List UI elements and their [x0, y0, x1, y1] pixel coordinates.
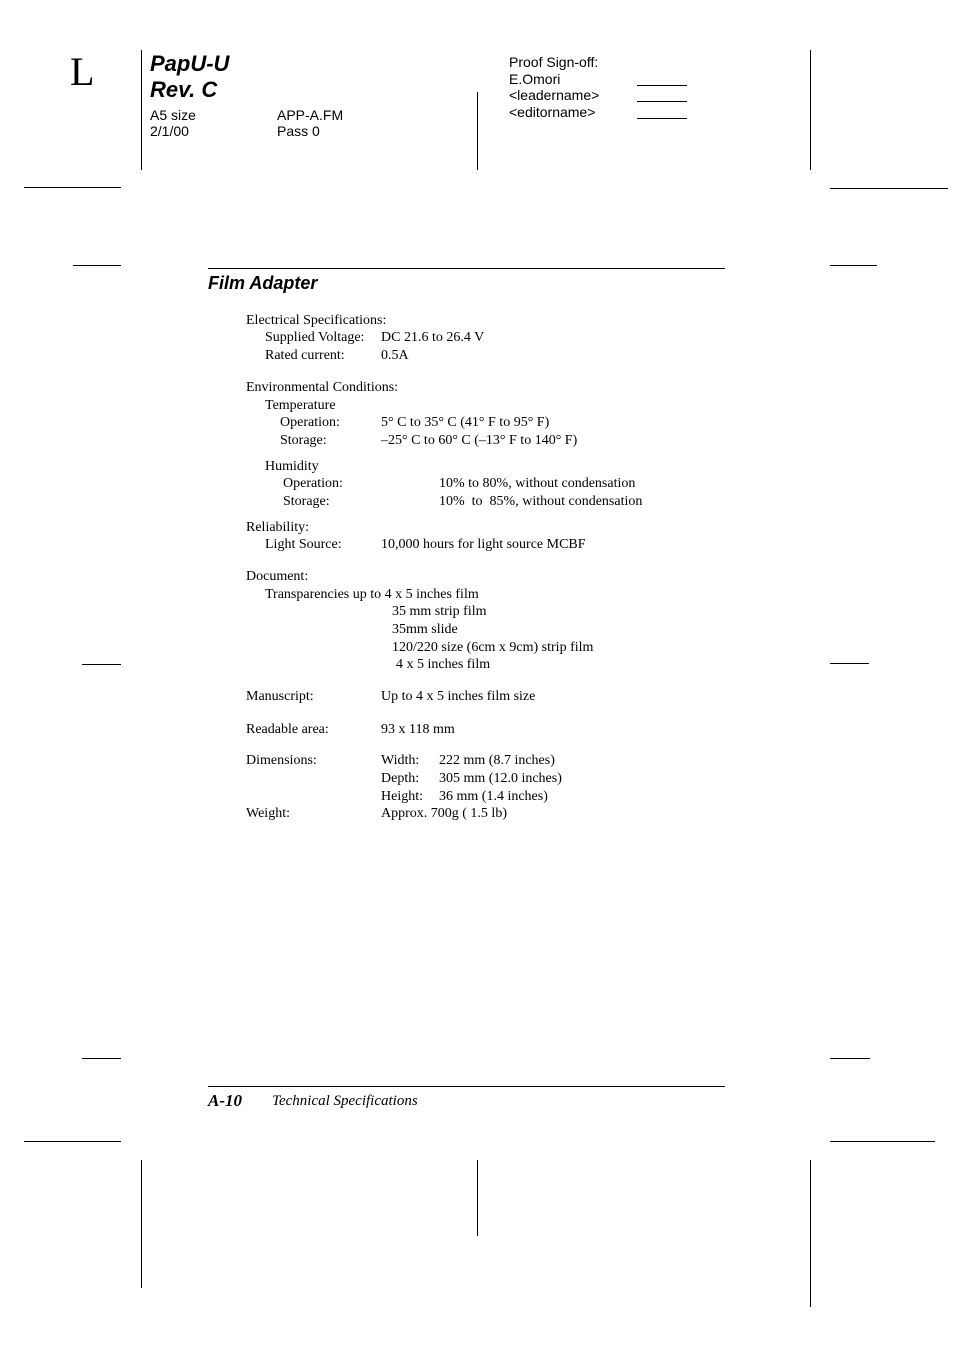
crop-line-right-top — [810, 50, 811, 170]
manuscript-label: Manuscript: — [246, 689, 314, 704]
header-size: A5 size — [150, 107, 196, 123]
proof-signoff-label: Proof Sign-off: — [509, 54, 599, 70]
document-item: 35 mm strip film — [392, 604, 487, 619]
height-value: 36 mm (1.4 inches) — [439, 789, 548, 804]
document-item: 4 x 5 inches film — [396, 657, 491, 672]
page-number: A-10 — [208, 1091, 242, 1110]
proof-name-2: <leadername> — [509, 87, 600, 103]
header-file: APP-A.FM — [277, 107, 344, 123]
section-rule — [208, 268, 725, 269]
margin-mark-right-1 — [830, 265, 877, 266]
humidity-operation-value: 10% to 80%, without condensation — [439, 476, 636, 491]
margin-mark-left-3 — [82, 1058, 121, 1059]
signoff-blank-1 — [637, 85, 687, 86]
footer-rule — [208, 1086, 725, 1087]
weight-value: Approx. 700g ( 1.5 lb) — [381, 806, 507, 821]
crop-line-left-top — [141, 50, 142, 170]
temp-storage-label: Storage: — [280, 433, 327, 448]
section-title: Film Adapter — [208, 273, 318, 293]
depth-value: 305 mm (12.0 inches) — [439, 771, 562, 786]
voltage-value: DC 21.6 to 26.4 V — [381, 330, 485, 345]
light-source-value: 10,000 hours for light source MCBF — [381, 537, 586, 552]
margin-mark-left-2 — [82, 664, 121, 665]
humidity-storage-label: Storage: — [283, 494, 330, 509]
margin-mark-right-2 — [830, 663, 869, 664]
doc-title-line2: Rev. C — [150, 77, 218, 102]
proof-name-1: E.Omori — [509, 71, 561, 87]
crop-line-bottom-right — [830, 1141, 935, 1142]
crop-line-top-left — [24, 187, 121, 188]
doc-title-line1: PapU-U — [150, 51, 230, 76]
width-value: 222 mm (8.7 inches) — [439, 753, 555, 768]
depth-label: Depth: — [381, 771, 420, 786]
crop-line-center-top — [477, 92, 478, 170]
chapter-title: Technical Specifications — [272, 1093, 418, 1109]
header-pass: Pass 0 — [277, 123, 320, 139]
weight-label: Weight: — [246, 806, 290, 821]
humidity-operation-label: Operation: — [283, 476, 343, 491]
document-line-1: Transparencies up to 4 x 5 inches film — [265, 587, 479, 602]
temp-operation-value: 5° C to 35° C (41° F to 95° F) — [381, 415, 550, 430]
crop-line-bottom-left — [24, 1141, 121, 1142]
crop-line-top-right — [830, 188, 948, 189]
dimensions-label: Dimensions: — [246, 753, 317, 768]
crop-line-left-bottom — [141, 1160, 142, 1288]
signoff-blank-3 — [637, 118, 687, 119]
light-source-label: Light Source: — [265, 537, 342, 552]
readable-area-value: 93 x 118 mm — [381, 722, 455, 737]
current-value: 0.5A — [381, 348, 409, 363]
document-item: 35mm slide — [392, 622, 458, 637]
electrical-heading: Electrical Specifications: — [246, 313, 387, 328]
temp-storage-value: –25° C to 60° C (–13° F to 140° F) — [381, 433, 578, 448]
environment-heading: Environmental Conditions: — [246, 380, 399, 395]
voltage-label: Supplied Voltage: — [265, 330, 365, 345]
height-label: Height: — [381, 789, 423, 804]
humidity-heading: Humidity — [265, 459, 319, 474]
corner-letter: L — [70, 49, 95, 94]
proof-name-3: <editorname> — [509, 104, 596, 120]
current-label: Rated current: — [265, 348, 345, 363]
temp-operation-label: Operation: — [280, 415, 340, 430]
width-label: Width: — [381, 753, 420, 768]
document-item: 120/220 size (6cm x 9cm) strip film — [392, 640, 594, 655]
document-heading: Document: — [246, 569, 309, 584]
margin-mark-left-1 — [73, 265, 121, 266]
humidity-storage-value: 10% to 85%, without condensation — [439, 494, 643, 509]
temperature-heading: Temperature — [265, 398, 336, 413]
crop-line-right-bottom — [810, 1160, 811, 1307]
signoff-blank-2 — [637, 101, 687, 102]
manuscript-value: Up to 4 x 5 inches film size — [381, 689, 536, 704]
header-date: 2/1/00 — [150, 123, 189, 139]
readable-area-label: Readable area: — [246, 722, 329, 737]
reliability-heading: Reliability: — [246, 520, 309, 535]
margin-mark-right-3 — [830, 1058, 870, 1059]
crop-line-center-bottom — [477, 1160, 478, 1236]
